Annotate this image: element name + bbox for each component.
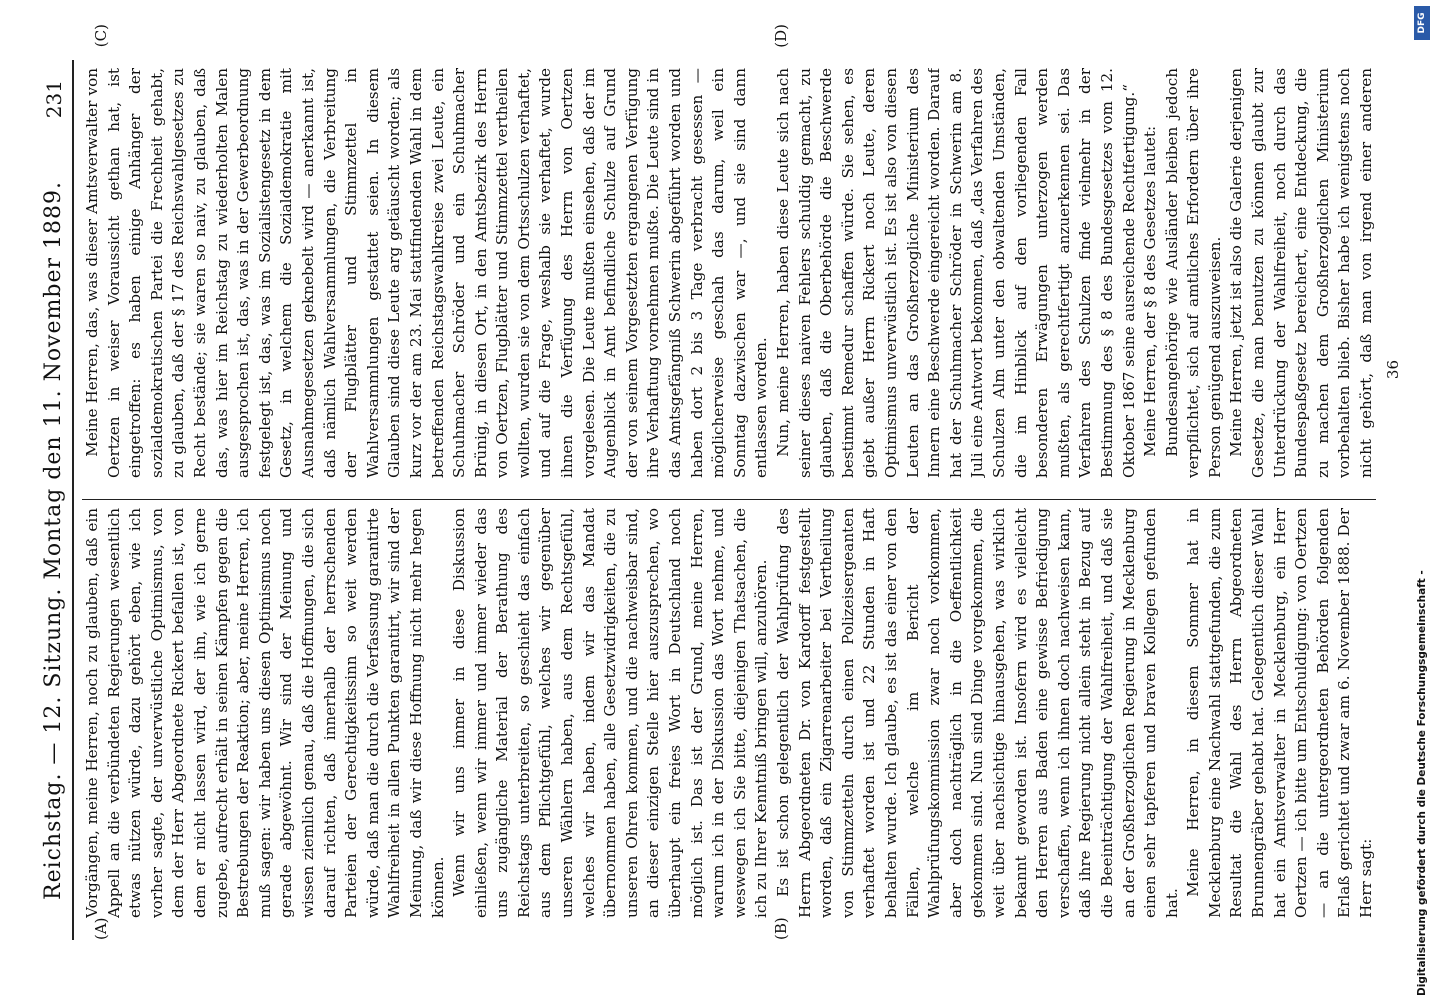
margin-marker-d: (D) xyxy=(772,24,790,48)
margin-marker-c: (C) xyxy=(92,24,110,48)
dfg-credit-text: Digitalisierung gefördert durch die Deutsche Forschungsgemeinschaft - xyxy=(1416,570,1428,996)
dfg-logo-label: DFG xyxy=(1417,12,1427,34)
paragraph: Bundesangehörige wie Ausländer bleiben jedoch verpflichtet, sich auf amtliches Erfordern über ihre Person genügend auszuweisen. xyxy=(1162,68,1224,478)
rotated-document-page xyxy=(16,20,1416,980)
margin-marker-b: (B) xyxy=(772,917,790,940)
paragraph: Vorgängen, meine Herren, noch zu glauben, daß ein Appell an die verbündeten Regierungen wesentlich etwas nützen würde, dazu gehört eben, wie ich vorher sagte, der unverwüstliche Optimismus, von dem der Herr Abgeordnete Rickert befallen ist, von dem er nicht lassen wird, der ihn, wie ich gerne zugebe, aufrecht erhält in seinen Kämpfen gegen die Bestrebungen der Reaktion; aber, meine Herren, ich muß sagen: wir haben uns diesen Optimismus noch gerade abgewöhnt. Wir sind der Meinung und wissen ziemlich genau, daß die Hoffnungen, die sich darauf richten, daß innerhalb der herrschenden Parteien der Gerechtigkeitssinn so weit werden würde, daß man die durch die Verfassung garantirte Wahlfreiheit in allen Punkten garantirt, wir sind der Meinung, daß wir diese Hoffnung nicht mehr hegen können. xyxy=(83,508,447,918)
left-column xyxy=(82,508,1376,918)
paragraph: Meine Herren, jetzt ist also die Galerie derjenigen Gesetze, die man benutzen zu können glaubt zur Unterdrückung der Wahlfreiheit, noch durch das Bundespaßgesetz bereichert, eine Entdeckung, die zu machen dem Großherzoglichen Ministerium vorbehalten blieb. Bisher habe ich wenigstens noch nicht gehört, daß man von irgend einer anderen xyxy=(1227,68,1376,478)
running-title: Reichstag. — 12. Sitzung. Montag den 11. November 1889. xyxy=(41,181,66,900)
text-columns xyxy=(82,24,1376,940)
page-number: 231 xyxy=(42,80,66,119)
page-header xyxy=(36,60,74,940)
right-column xyxy=(82,68,1376,478)
margin-marker-a: (A) xyxy=(92,917,110,940)
paragraph: Nun, meine Herren, haben diese Leute sich nach seiner dieses naiven Fehlers schuldig gemacht, zu glauben, daß die Oberbehörde die Beschwerde bestimmt Remedur schaffen würde. Sie sehen, es giebt außer Herrn Rickert noch Leute, deren Optimismus unverwüstlich ist. Es ist also von diesen Leuten an das Großherzogliche Ministerium des Innern eine Beschwerde eingereicht worden. Darauf hat der Schuhmacher Schröder in Schwerin am 8. Juli eine Antwort bekommen, daß „das Verfahren des Schulzen Alm unter den obwaltenden Umständen, die im Hinblick auf den vorliegenden Fall besonderen Erwägungen unterzogen werden mußten, als gerechtfertigt anzuerkennen sei. Das Verfahren des Schulzen finde vielmehr in der Bestimmung des § 8 des Bundesgesetzes vom 12. Oktober 1867 seine ausreichende Rechtfertigung.“ xyxy=(774,68,1138,478)
paragraph: Meine Herren, der § 8 des Gesetzes lautet: xyxy=(1141,125,1160,457)
paragraph: Es ist schon gelegentlich der Wahlprüfung des Herrn Abgeordneten Dr. von Kardorff festgestellt worden, daß ein Zigarrenarbeiter bei Vertheilung von Stimmzetteln durch einen Polizeisergeanten verhaftet worden ist und 22 Stunden in Haft behalten wurde. Ich glaube, es ist das einer von den Fällen, welche im Bericht der Wahlprüfungskommission zwar noch vorkommen, aber doch nachträglich in die Oeffentlichkeit gekommen sind. Nun sind Dinge vorgekommen, die weit über nachsichtige hinausgehen, was wirklich bekannt geworden ist. Insofern wird es vielleicht den Herren aus Baden eine gewisse Befriedigung verschaffen, wenn ich ihnen doch nachweisen kann, daß ihre Regierung nicht allein steht in Bezug auf die Beeinträchtigung der Wahlfreiheit, und daß sie an der Großherzoglichen Regierung in Mecklenburg einen sehr tapferen und braven Kollegen gefunden hat. xyxy=(774,508,1181,918)
digitization-sidebar xyxy=(1412,0,1432,1000)
dfg-logo xyxy=(1414,6,1430,40)
paragraph: Wenn wir uns immer in diese Diskussion einließen, wenn wir immer und immer wieder das uns zugängliche Material der Berathung des Reichstags unterbreiten, so geschieht das einfach aus dem Pflichtgefühl, welches wir gegenüber unseren Wählern haben, aus dem Rechtsgefühl, welches wir haben, indem wir das Mandat übernommen haben, alle Gesetzwidrigkeiten, die zu unseren Ohren kommen, und die nachweisbar sind, an dieser einzigen Stelle hier auszusprechen, wo überhaupt ein freies Wort in Deutschland noch möglich ist. Das ist der Grund, meine Herren, warum ich in der Diskussion das Wort nehme, und weswegen ich Sie bitte, diejenigen Thatsachen, die ich zu Ihrer Kenntniß bringen will, anzuhören. xyxy=(450,508,771,918)
paragraph: Meine Herren, das, was dieser Amtsverwalter von Oertzen in weiser Voraussicht gethan hat, ist eingetroffen: es haben einige Anhänger der sozialdemokratischen Partei die Frechheit gehabt, zu glauben, daß der § 17 des Reichswahlgesetzes zu Recht bestände; sie waren so naiv, zu glauben, daß das, was hier im Reichstag zu wiederholten Malen ausgesprochen ist, das, was in der Gewerbeordnung festgelegt ist, das, was im Sozialistengesetz in dem Gesetz, in welchem die Sozialdemokratie mit Ausnahmegesetzen geknebelt wird — anerkannt ist, daß nämlich Wahlversammlungen, die Verbreitung der Flugblätter und Stimmzettel in Wahlversammlungen gestattet seien. In diesem Glauben sind diese Leute arg getäuscht worden; als kurz vor der am 23. Mai stattfindenden Wahl in dem betreffenden Reichstagswahlkreise zwei Leute, ein Schuhmacher Schröder und ein Schuhmacher Brünig, in diesen Ort, in den Amtsbezirk des Herrn von Oertzen, Flugblätter und Stimmzettel vertheilen wollten, wurden sie von dem Ortsschulzen verhaftet, und auf die Frage, weshalb sie verhaftet, wurde ihnen die Verfügung des Herrn von Oertzen vorgelesen. Die Leute mußten einsehen, daß der im Augenblick in Amt befindliche Schulze auf Grund der von seinem Vorgesetzten ergangenen Verfügung ihre Verhaftung vornehmen mußte. Die Leute sind in das Amtsgefängniß Schwerin abgeführt worden und haben dort 2 bis 3 Tage verbracht gesessen — möglicherweise geschah das darum, weil ein Sonntag dazwischen war —, und sie sind dann entlassen worden. xyxy=(83,68,771,478)
signature-number: 36 xyxy=(1384,360,1402,380)
column-divider xyxy=(82,499,1376,500)
paragraph: Meine Herren, in diesem Sommer hat in Mecklenburg eine Nachwahl stattgefunden, die zum Resultat die Wahl des Herrn Abgeordneten Brunnengräber gehabt hat. Gelegentlich dieser Wahl hat ein Amtsverwalter in Mecklenburg, ein Herr Oertzen — ich bitte um Entschuldigung: von Oertzen — an die untergeordneten Behörden folgenden Erlaß gerichtet und zwar am 6. November 1888. Der Herr sagt: xyxy=(1184,508,1376,918)
